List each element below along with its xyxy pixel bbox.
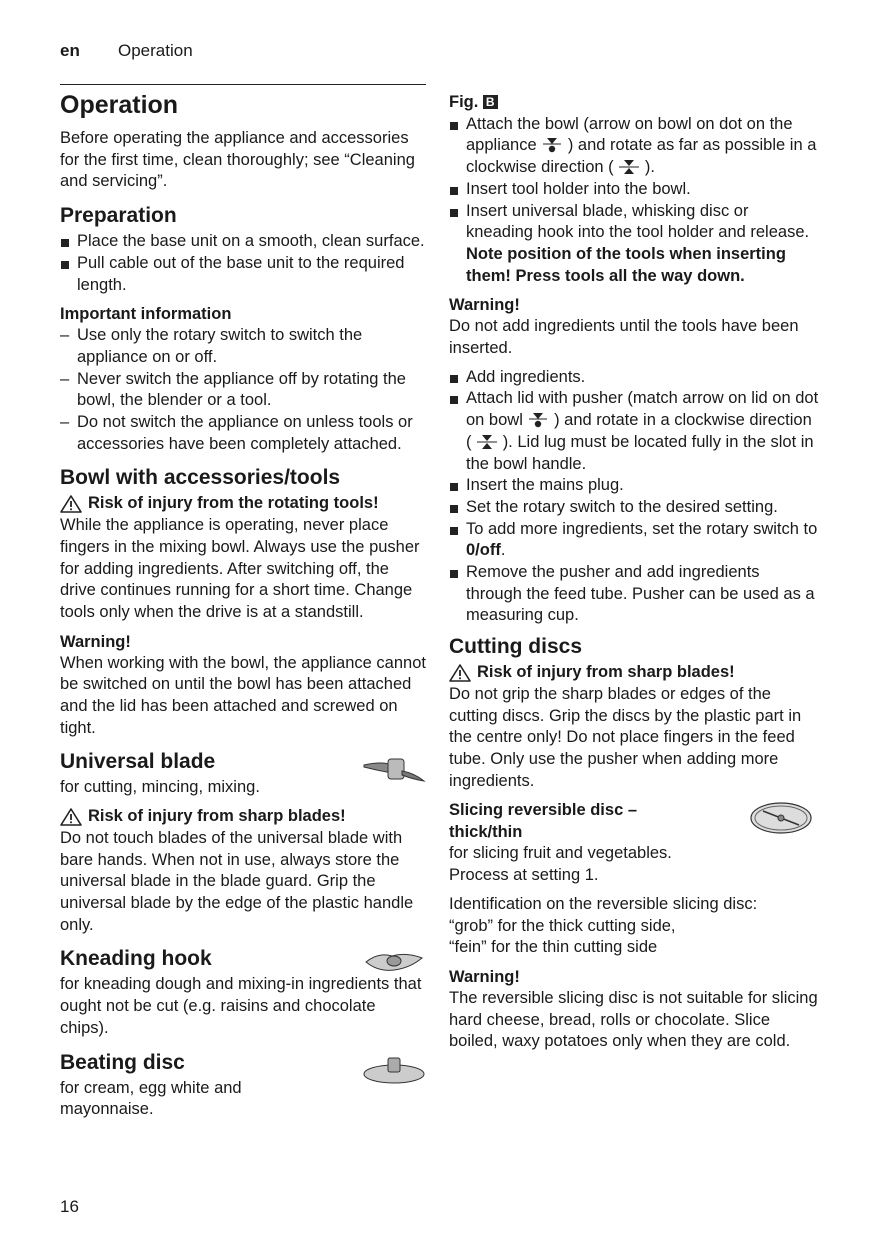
beating-disc-use: for cream, egg white and mayonnaise. <box>60 1078 242 1119</box>
list-item: – Use only the rotary switch to switch the appliance on or off. <box>60 325 426 368</box>
page-number: 16 <box>60 1197 79 1216</box>
intro-text: Before operating the appliance and accessories for the first time, clean thoroughly; see “Cleaning and servicing”. <box>60 129 415 191</box>
blade-risk-text: Do not touch blades of the universal blade with bare hands. When not in use, always store the universal blade in the blade guard. Grip the universal blade by the edge of the plastic handle only. <box>60 828 414 934</box>
bowl-risk-text: While the appliance is operating, never place fingers in the mixing bowl. Always use the pusher for adding ingredients. After switching off, the drive continues running for a short time. Change tools only when the drive is at a standstill. <box>60 516 420 621</box>
left-column <box>60 90 426 1121</box>
header-rule <box>60 84 426 85</box>
list-item: Place the base unit on a smooth, clean surface. <box>60 231 426 253</box>
blade-risk-heading <box>60 806 426 828</box>
slicing-disc-icon <box>749 801 813 835</box>
list-item: Remove the pusher and add ingredients through the feed tube. Pusher can be used as a measuring cup. <box>449 562 819 627</box>
identification-line: “grob” for the thick cutting side, <box>449 916 676 935</box>
preparation-list <box>60 231 426 296</box>
list-item: – Do not switch the appliance on unless tools or accessories have been completely attached. <box>60 412 426 455</box>
beating-disc-heading: Beating disc <box>60 1050 185 1074</box>
cutting-risk-heading <box>449 662 819 684</box>
beating-disc-section <box>60 1050 426 1121</box>
important-list <box>60 325 426 455</box>
bowl-warning-text: When working with the bowl, the appliance cannot be switched on until the bowl has been attached and the lid has been attached and screwed on tight. <box>60 653 426 737</box>
slicing-disc-heading: Slicing reversible disc – thick/thin <box>449 801 638 842</box>
universal-blade-icon <box>362 755 426 785</box>
figure-reference <box>449 92 819 114</box>
list-item: Attach the bowl (arrow on bowl on dot on the appliance ) and rotate as far as possible in a clockwise direction ( ). <box>449 114 819 179</box>
important-heading: Important information <box>60 305 232 324</box>
cutting-risk-title: Risk of injury from sharp blades! <box>477 663 735 682</box>
bowl-heading: Bowl with accessories/tools <box>60 466 341 490</box>
slicing-disc-use: for slicing fruit and vegetables. Process at setting 1. <box>449 844 672 885</box>
figure-label: Fig. <box>449 93 479 111</box>
list-item: Insert the mains plug. <box>449 475 819 497</box>
switch-setting: 0/off <box>466 541 501 560</box>
assembly-steps <box>449 114 819 288</box>
warning-text: Do not add ingredients until the tools have been inserted. <box>449 317 799 358</box>
warning-heading: Warning! <box>449 296 520 315</box>
tool-position-note: Note position of the tools when inserting them! Press tools all the way down. <box>466 244 786 285</box>
slicing-warning-text: The reversible slicing disc is not suitable for slicing hard cheese, bread, rolls or chocolate. Slice boiled, waxy potatoes only when they are cold. <box>449 988 818 1051</box>
clockwise-lock-icon <box>618 158 640 176</box>
bowl-risk-heading <box>60 493 426 515</box>
list-item: Insert tool holder into the bowl. <box>449 179 819 201</box>
warning-triangle-icon <box>60 495 82 513</box>
blade-risk-title: Risk of injury from sharp blades! <box>88 807 346 826</box>
header-section-title: Operation <box>118 41 193 60</box>
list-item: Insert universal blade, whisking disc or kneading hook into the tool holder and release. Note position of the tools when inserting them! Press tools all the way down. <box>449 201 819 288</box>
list-item: – Never switch the appliance off by rotating the bowl, the blender or a tool. <box>60 369 426 412</box>
warning-triangle-icon <box>449 664 471 682</box>
kneading-hook-icon <box>362 948 426 976</box>
warning-triangle-icon <box>60 808 82 826</box>
universal-blade-use: for cutting, mincing, mixing. <box>60 778 260 797</box>
slicing-disc-section <box>449 799 819 886</box>
list-item: Add ingredients. <box>449 367 819 389</box>
cutting-discs-heading: Cutting discs <box>449 635 583 659</box>
identification-line: Identification on the reversible slicing disc: <box>449 894 758 913</box>
arrow-dot-icon <box>527 411 549 429</box>
operation-steps <box>449 367 819 627</box>
running-header <box>60 40 193 62</box>
kneading-hook-section <box>60 946 426 1039</box>
list-item: Pull cable out of the base unit to the required length. <box>60 253 426 296</box>
language-code: en <box>60 41 80 60</box>
universal-blade-section <box>60 749 426 799</box>
kneading-hook-use: for kneading dough and mixing-in ingredients that ought not be cut (e.g. raisins and chocolate chips). <box>60 975 422 1037</box>
list-item: To add more ingredients, set the rotary switch to 0/off. <box>449 519 819 562</box>
right-column <box>449 92 819 1053</box>
page-title: Operation <box>60 91 179 119</box>
slicing-warning-heading: Warning! <box>449 967 520 986</box>
bowl-warning-heading: Warning! <box>60 632 131 651</box>
cutting-risk-text: Do not grip the sharp blades or edges of the cutting discs. Grip the discs by the plastic part in the centre only! Do not place fingers in the feed tube. Only use the pusher when adding more ingredients. <box>449 684 802 790</box>
bowl-risk-title: Risk of injury from the rotating tools! <box>88 494 379 513</box>
clockwise-lock-icon <box>476 433 498 451</box>
list-item: Attach lid with pusher (match arrow on lid on dot on bowl ) and rotate in a clockwise direction ( ). Lid lug must be located fully in the slot in the bowl handle. <box>449 388 819 475</box>
beating-disc-icon <box>362 1054 426 1086</box>
figure-letter: B <box>483 95 498 109</box>
list-item: Set the rotary switch to the desired setting. <box>449 497 819 519</box>
arrow-dot-icon <box>541 136 563 154</box>
identification-line: “fein” for the thin cutting side <box>449 938 658 957</box>
preparation-heading: Preparation <box>60 204 177 228</box>
universal-blade-heading: Universal blade <box>60 750 216 774</box>
kneading-hook-heading: Kneading hook <box>60 947 212 971</box>
